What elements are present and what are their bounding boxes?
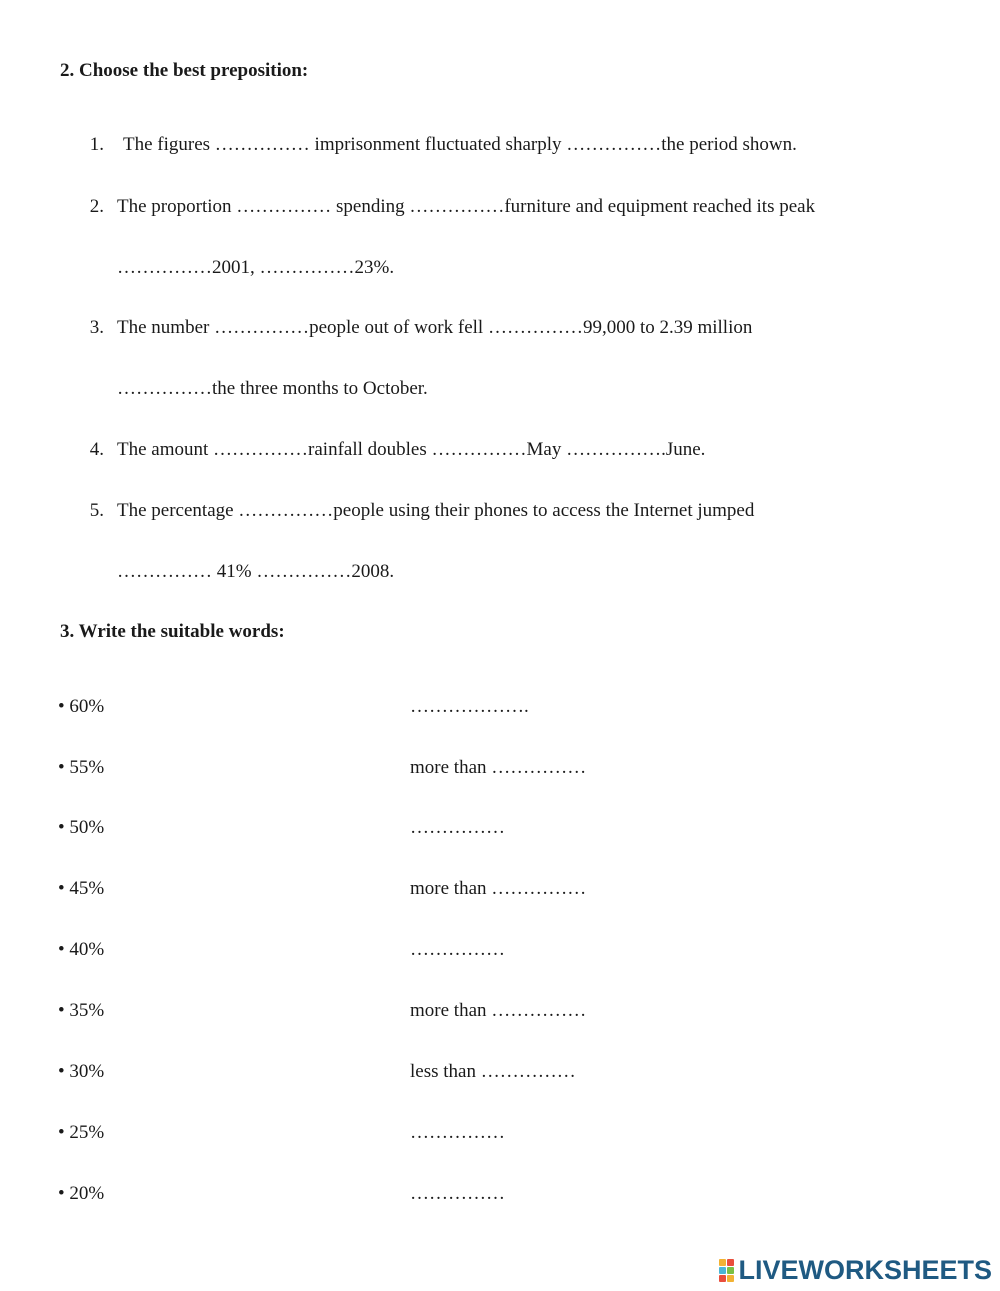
section-2-heading: 2. Choose the best preposition:: [60, 60, 309, 81]
item-1-line-1: The figures …………… imprisonment fluctuated sharply ……………the period shown.: [123, 134, 797, 155]
item-5-line-2: …………… 41% ……………2008.: [117, 561, 395, 582]
liveworksheets-logo: [719, 1255, 992, 1285]
item-3-line-2: ……………the three months to October.: [117, 378, 428, 399]
item-5-line-1: The percentage ……………people using their phones to access the Internet jumped: [117, 500, 755, 521]
item-2-line-1: The proportion …………… spending ……………furniture and equipment reached its peak: [117, 196, 816, 217]
percent-50: • 50%: [58, 817, 105, 838]
section-3-heading: 3. Write the suitable words:: [60, 621, 285, 642]
answer-50[interactable]: ……………: [410, 817, 505, 838]
item-2-number: 2.: [89, 196, 104, 217]
item-4-line-1: The amount ……………rainfall doubles ……………May …………….June.: [117, 439, 706, 460]
answer-25[interactable]: ……………: [410, 1122, 505, 1143]
answer-30[interactable]: less than ……………: [410, 1061, 576, 1082]
answer-55[interactable]: more than ……………: [410, 757, 587, 778]
logo-blocks-icon: [719, 1259, 734, 1282]
answer-45[interactable]: more than ……………: [410, 878, 587, 899]
percent-30: • 30%: [58, 1061, 105, 1082]
percent-40: • 40%: [58, 939, 105, 960]
percent-25: • 25%: [58, 1122, 105, 1143]
percent-20: • 20%: [58, 1183, 105, 1204]
answer-60[interactable]: ……………….: [410, 696, 529, 717]
percent-45: • 45%: [58, 878, 105, 899]
item-1-number: 1.: [89, 134, 104, 155]
answer-20[interactable]: ……………: [410, 1183, 505, 1204]
item-5-number: 5.: [89, 500, 104, 521]
item-2-line-2: ……………2001, ……………23%.: [117, 257, 395, 278]
item-3-number: 3.: [89, 317, 104, 338]
answer-35[interactable]: more than ……………: [410, 1000, 587, 1021]
percent-55: • 55%: [58, 757, 105, 778]
item-3-line-1: The number ……………people out of work fell ……………99,000 to 2.39 million: [117, 317, 753, 338]
item-4-number: 4.: [89, 439, 104, 460]
answer-40[interactable]: ……………: [410, 939, 505, 960]
percent-60: • 60%: [58, 696, 105, 717]
logo-text: LIVEWORKSHEETS: [738, 1254, 992, 1285]
percent-35: • 35%: [58, 1000, 105, 1021]
